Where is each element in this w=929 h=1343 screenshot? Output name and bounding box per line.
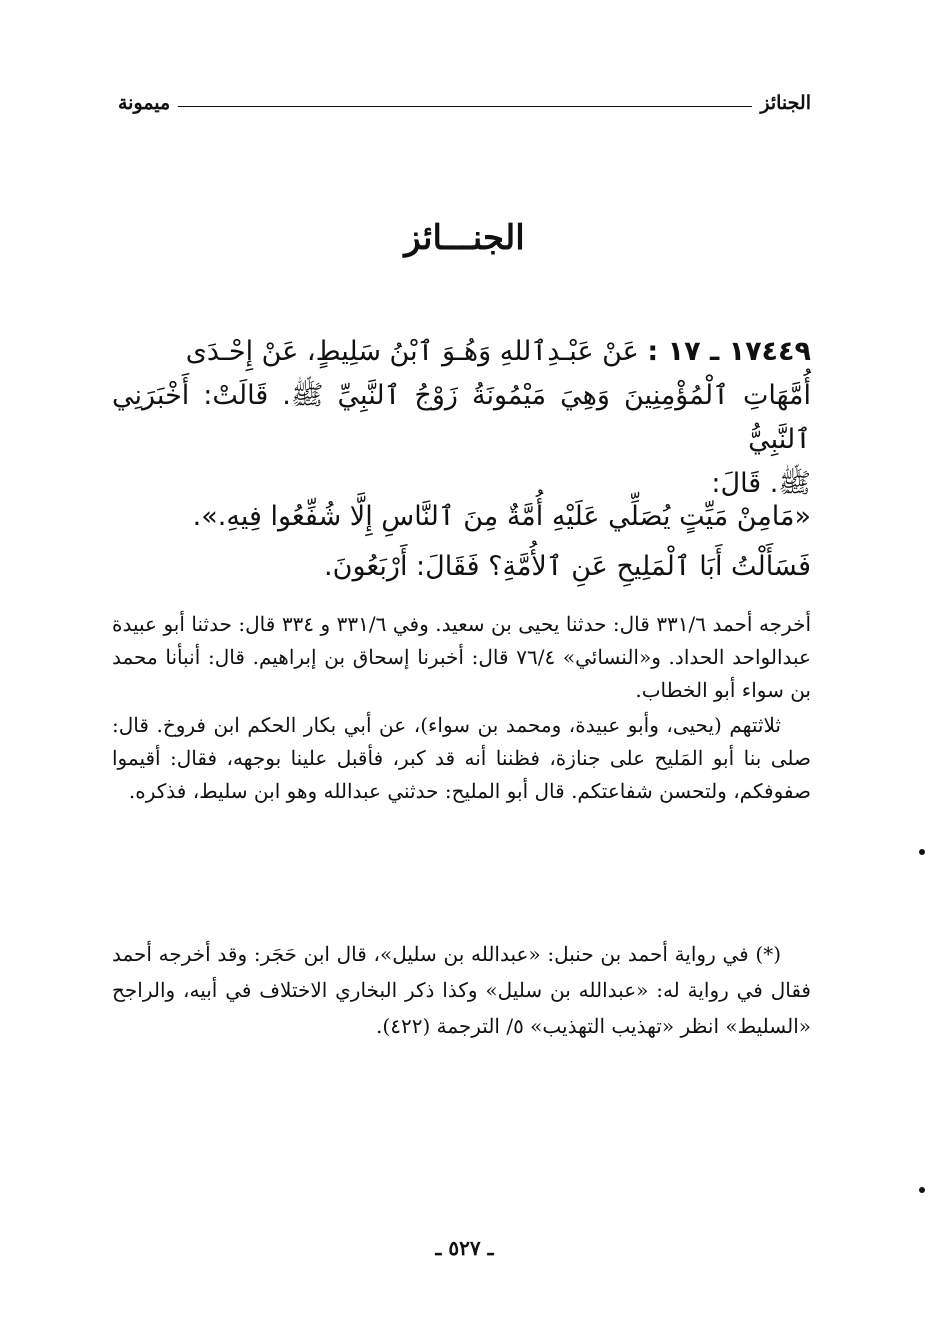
- takhrij-notes: [112, 608, 811, 810]
- notes-paragraph-2: ثلاثتهم (يحيى، وأبو عبيدة، ومحمد بن سواء)، عن أبي بكار الحكم ابن فروخ. قال: صلى بنا أبو المَليح على جنازة، فظننا أنه قد كبر، فأقبل علينا بوجهه، فقال: أقيموا صفوفكم، ولتحسن شفاعتكم. قال أبو المليح: حدثني عبدالله وهو ابن سليط، فذكره.: [112, 713, 811, 803]
- header-chapter: الجنائز: [760, 92, 811, 114]
- hadith-quote-line-1: «مَامِنْ مَيِّتٍ يُصَلِّي عَلَيْهِ أُمَّةٌ مِنَ ٱلنَّاسِ إِلَّا شُفِّعُوا فِيهِ.».: [192, 501, 811, 532]
- running-header: [118, 88, 811, 118]
- hadith-line-1-text: عَنْ عَبْـدِٱللهِ وَهُـوَ ٱبْنُ سَلِيطٍ، عَنْ إِحْـدَى: [185, 336, 639, 367]
- footnote: [112, 936, 811, 1044]
- section-title: الجنـــائز: [404, 218, 525, 258]
- page-number: ـ ٥٢٧ ـ: [435, 1236, 494, 1260]
- hadith-line-1: [112, 330, 811, 374]
- hadith-line-3: ﷺ. قَالَ:: [711, 468, 811, 499]
- notes-paragraph-1: أخرجه أحمد ٣٣١/٦ قال: حدثنا يحيى بن سعيد. وفي ٣٣١/٦ و ٣٣٤ قال: حدثنا أبو عبيدة عبدالواحد الحداد. و«النسائي» ٧٦/٤ قال: أخبرنا إسحاق بن إبراهيم. قال: أنبأنا محمد بن سواء أبو الخطاب.: [112, 612, 811, 702]
- margin-mark: [919, 1187, 925, 1193]
- footnote-text: (*) في رواية أحمد بن حنبل: «عبدالله بن سليل»، قال ابن حَجَر: وقد أخرجه أحمد فقال في رواية له: «عبدالله بن سليل» وكذا ذكر البخاري الاختلاف في أبيه، والراجح «السليط» انظر «تهذيب التهذيب» ٥/ الترجمة (٤٢٢).: [112, 942, 811, 1038]
- header-rule: [178, 106, 752, 107]
- header-name: ميمونة: [118, 92, 171, 114]
- hadith-quote-line-2: فَسَأَلْتُ أَبَا ٱلْمَلِيحِ عَنِ ٱلأُمَّةِ؟ فَقَالَ: أَرْبَعُونَ.: [324, 551, 811, 582]
- hadith-line-2: أُمَّهَاتِ ٱلْمُؤْمِنِينَ وَهِيَ مَيْمُونَةُ زَوْجُ ٱلنَّبِيِّ ﷺ. قَالَتْ: أَخْبَرَنِي ٱلنَّبِيُّ: [112, 380, 811, 455]
- hadith-text: [112, 330, 811, 506]
- margin-mark: [919, 849, 925, 855]
- hadith-number: ١٧٤٤٩ ـ ١٧ :: [647, 336, 811, 367]
- hadith-quote: [150, 492, 811, 592]
